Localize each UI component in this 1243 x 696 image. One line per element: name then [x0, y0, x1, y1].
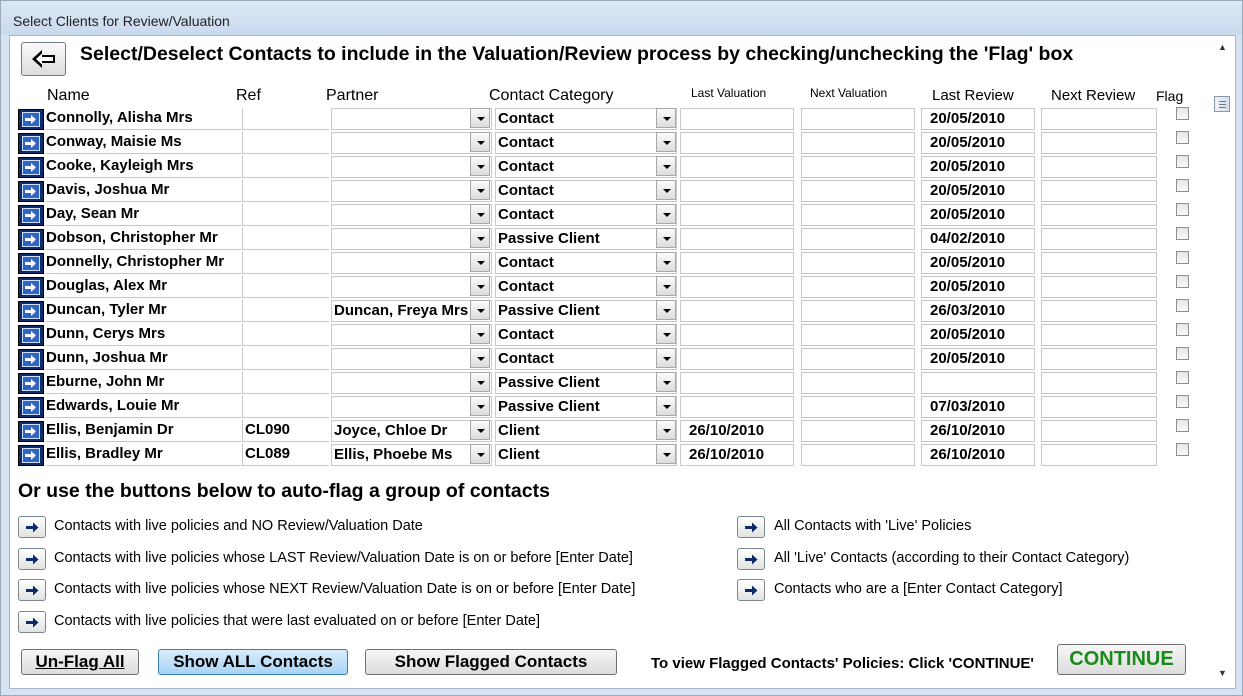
scroll-thumb[interactable]: [1214, 96, 1230, 112]
flag-checkbox[interactable]: [1176, 227, 1189, 240]
cell-next-review[interactable]: [1041, 132, 1157, 154]
cell-partner[interactable]: [331, 156, 492, 178]
cell-name: Douglas, Alex Mr: [46, 276, 241, 298]
cell-partner[interactable]: [331, 276, 492, 298]
auto-flag-label: Contacts who are a [Enter Contact Category]: [774, 581, 1063, 597]
cell-category[interactable]: Contact: [495, 348, 677, 370]
category-dropdown-icon[interactable]: [656, 444, 676, 464]
cell-next-review[interactable]: [1041, 108, 1157, 130]
table-row: [18, 443, 1198, 467]
partner-dropdown-icon[interactable]: [470, 372, 490, 392]
table-row: [18, 251, 1198, 275]
category-dropdown-icon[interactable]: [656, 252, 676, 272]
cell-partner[interactable]: [331, 372, 492, 394]
scroll-up-icon[interactable]: ▲: [1218, 42, 1227, 52]
cell-last-valuation[interactable]: [680, 132, 794, 154]
cell-partner[interactable]: [331, 204, 492, 226]
cell-last-valuation[interactable]: [680, 204, 794, 226]
cell-last-review[interactable]: 20/05/2010: [921, 324, 1035, 346]
cell-next-valuation[interactable]: [801, 444, 915, 466]
open-contact-button[interactable]: [18, 325, 44, 346]
cell-ref[interactable]: CL089: [242, 444, 329, 466]
cell-name: Dobson, Christopher Mr: [46, 228, 241, 250]
cell-category[interactable]: Contact: [495, 108, 677, 130]
partner-dropdown-icon[interactable]: [470, 300, 490, 320]
partner-dropdown-icon[interactable]: [470, 252, 490, 272]
partner-dropdown-icon[interactable]: [470, 396, 490, 416]
auto-flag-button[interactable]: [18, 516, 46, 538]
partner-dropdown-icon[interactable]: [470, 348, 490, 368]
table-row: [18, 419, 1198, 443]
cell-name: Day, Sean Mr: [46, 204, 241, 226]
cell-last-valuation[interactable]: [680, 396, 794, 418]
flag-checkbox[interactable]: [1176, 203, 1189, 216]
partner-dropdown-icon[interactable]: [470, 420, 490, 440]
cell-next-review[interactable]: [1041, 204, 1157, 226]
flag-checkbox[interactable]: [1176, 419, 1189, 432]
flag-checkbox[interactable]: [1176, 251, 1189, 264]
cell-next-review[interactable]: [1041, 228, 1157, 250]
cell-name: Dunn, Joshua Mr: [46, 348, 241, 370]
partner-dropdown-icon[interactable]: [470, 156, 490, 176]
open-contact-button[interactable]: [18, 349, 44, 370]
cell-last-review[interactable]: 26/10/2010: [921, 444, 1035, 466]
column-header-last-valuation: Last Valuation: [691, 86, 767, 100]
table-row: [18, 347, 1198, 371]
cell-last-valuation[interactable]: [680, 276, 794, 298]
open-contact-button[interactable]: [18, 181, 44, 202]
cell-category[interactable]: Contact: [495, 156, 677, 178]
partner-dropdown-icon[interactable]: [470, 108, 490, 128]
flag-checkbox[interactable]: [1176, 275, 1189, 288]
column-header-next-valuation: Next Valuation: [810, 86, 888, 100]
partner-dropdown-icon[interactable]: [470, 204, 490, 224]
partner-dropdown-icon[interactable]: [470, 180, 490, 200]
category-dropdown-icon[interactable]: [656, 396, 676, 416]
cell-last-valuation[interactable]: 26/10/2010: [680, 444, 794, 466]
cell-name: Eburne, John Mr: [46, 372, 241, 394]
flag-checkbox[interactable]: [1176, 155, 1189, 168]
cell-name: Duncan, Tyler Mr: [46, 300, 241, 322]
category-dropdown-icon[interactable]: [656, 156, 676, 176]
cell-name: Dunn, Cerys Mrs: [46, 324, 241, 346]
cell-next-review[interactable]: [1041, 156, 1157, 178]
cell-next-valuation[interactable]: [801, 252, 915, 274]
cell-category[interactable]: Client: [495, 420, 677, 442]
category-dropdown-icon[interactable]: [656, 108, 676, 128]
cell-last-review[interactable]: 20/05/2010: [921, 276, 1035, 298]
category-dropdown-icon[interactable]: [656, 132, 676, 152]
back-arrow-icon: [30, 48, 58, 70]
unflag-all-button[interactable]: [21, 649, 139, 675]
cell-last-review[interactable]: 20/05/2010: [921, 132, 1035, 154]
cell-next-valuation[interactable]: [801, 156, 915, 178]
auto-flag-button[interactable]: [18, 579, 46, 601]
open-contact-button[interactable]: [18, 301, 44, 322]
continue-button[interactable]: [1057, 644, 1186, 675]
category-dropdown-icon[interactable]: [656, 204, 676, 224]
open-contact-button[interactable]: [18, 229, 44, 250]
table-row: [18, 395, 1198, 419]
cell-ref[interactable]: [242, 324, 329, 346]
column-header-next-review: Next Review: [1051, 87, 1136, 104]
show-all-label: Show ALL Contacts: [173, 652, 333, 671]
auto-flag-label: Contacts with live policies whose LAST Review/Valuation Date is on or before [Enter Date]: [54, 549, 633, 566]
back-button[interactable]: [21, 42, 66, 76]
cell-name: Ellis, Bradley Mr: [46, 444, 241, 466]
cell-last-valuation[interactable]: [680, 156, 794, 178]
cell-last-review[interactable]: 07/03/2010: [921, 396, 1035, 418]
cell-next-valuation[interactable]: [801, 132, 915, 154]
category-dropdown-icon[interactable]: [656, 228, 676, 248]
cell-partner[interactable]: [331, 252, 492, 274]
category-dropdown-icon[interactable]: [656, 300, 676, 320]
table-row: [18, 371, 1198, 395]
cell-next-valuation[interactable]: [801, 276, 915, 298]
cell-name: Cooke, Kayleigh Mrs: [46, 156, 241, 178]
window-title: Select Clients for Review/Valuation: [13, 13, 230, 29]
cell-last-review[interactable]: 26/03/2010: [921, 300, 1035, 322]
open-contact-button[interactable]: [18, 253, 44, 274]
partner-dropdown-icon[interactable]: [470, 444, 490, 464]
flag-checkbox[interactable]: [1176, 347, 1189, 360]
cell-category[interactable]: Contact: [495, 204, 677, 226]
cell-last-valuation[interactable]: [680, 252, 794, 274]
table-row: [18, 131, 1198, 155]
cell-partner[interactable]: Duncan, Freya Mrs: [331, 300, 492, 322]
flag-checkbox[interactable]: [1176, 299, 1189, 312]
open-contact-button[interactable]: [18, 157, 44, 178]
auto-flag-button[interactable]: [18, 548, 46, 570]
auto-flag-button[interactable]: [737, 548, 765, 570]
table-row: [18, 299, 1198, 323]
open-contact-button[interactable]: [18, 109, 44, 130]
cell-next-review[interactable]: [1041, 396, 1157, 418]
cell-next-review[interactable]: [1041, 444, 1157, 466]
flag-checkbox[interactable]: [1176, 395, 1189, 408]
cell-ref[interactable]: [242, 348, 329, 370]
cell-last-valuation[interactable]: [680, 348, 794, 370]
auto-flag-heading: Or use the buttons below to auto-flag a group of contacts: [18, 480, 550, 502]
cell-ref[interactable]: [242, 156, 329, 178]
cell-partner[interactable]: [331, 348, 492, 370]
cell-next-review[interactable]: [1041, 324, 1157, 346]
flag-checkbox[interactable]: [1176, 131, 1189, 144]
cell-ref[interactable]: [242, 300, 329, 322]
cell-partner[interactable]: [331, 108, 492, 130]
cell-ref[interactable]: [242, 180, 329, 202]
show-flagged-contacts-button[interactable]: [365, 649, 617, 675]
cell-category[interactable]: Contact: [495, 252, 677, 274]
cell-last-valuation[interactable]: [680, 108, 794, 130]
cell-next-valuation[interactable]: [801, 372, 915, 394]
cell-next-review[interactable]: [1041, 180, 1157, 202]
cell-partner[interactable]: [331, 324, 492, 346]
title-bar: [1, 1, 1242, 35]
cell-last-valuation[interactable]: [680, 324, 794, 346]
cell-last-review[interactable]: 20/05/2010: [921, 108, 1035, 130]
cell-last-valuation[interactable]: [680, 180, 794, 202]
table-row: [18, 179, 1198, 203]
cell-name: Connolly, Alisha Mrs: [46, 108, 241, 130]
cell-last-review[interactable]: 20/05/2010: [921, 252, 1035, 274]
column-header-ref: Ref: [236, 87, 261, 104]
cell-last-valuation[interactable]: 26/10/2010: [680, 420, 794, 442]
auto-flag-label: All 'Live' Contacts (according to their Contact Category): [774, 549, 1130, 566]
cell-next-review[interactable]: [1041, 300, 1157, 322]
cell-next-review[interactable]: [1041, 372, 1157, 394]
category-dropdown-icon[interactable]: [656, 180, 676, 200]
cell-last-valuation[interactable]: [680, 372, 794, 394]
cell-category[interactable]: Contact: [495, 324, 677, 346]
cell-partner[interactable]: Ellis, Phoebe Ms: [331, 444, 492, 466]
column-header-partner: Partner: [326, 87, 379, 104]
column-header-category: Contact Category: [489, 87, 614, 104]
category-dropdown-icon[interactable]: [656, 420, 676, 440]
cell-last-review[interactable]: 20/05/2010: [921, 180, 1035, 202]
auto-flag-label: Contacts with live policies and NO Review/Valuation Date: [54, 518, 423, 534]
cell-partner[interactable]: [331, 396, 492, 418]
vertical-scrollbar[interactable]: [1212, 36, 1234, 687]
cell-ref[interactable]: [242, 276, 329, 298]
open-contact-button[interactable]: [18, 205, 44, 226]
cell-category[interactable]: Contact: [495, 276, 677, 298]
auto-flag-label: Contacts with live policies whose NEXT Review/Valuation Date is on or before [Enter Date]: [54, 581, 636, 597]
cell-partner[interactable]: [331, 228, 492, 250]
flag-checkbox[interactable]: [1176, 443, 1189, 456]
cell-last-review[interactable]: 04/02/2010: [921, 228, 1035, 250]
cell-ref[interactable]: [242, 204, 329, 226]
cell-name: Ellis, Benjamin Dr: [46, 420, 241, 442]
cell-category[interactable]: Contact: [495, 132, 677, 154]
category-dropdown-icon[interactable]: [656, 348, 676, 368]
cell-last-review[interactable]: 20/05/2010: [921, 348, 1035, 370]
continue-label: CONTINUE: [1069, 648, 1174, 670]
flag-checkbox[interactable]: [1176, 107, 1189, 120]
cell-next-valuation[interactable]: [801, 204, 915, 226]
cell-partner[interactable]: Joyce, Chloe Dr: [331, 420, 492, 442]
auto-flag-button[interactable]: [18, 611, 46, 633]
flag-checkbox[interactable]: [1176, 323, 1189, 336]
auto-flag-button[interactable]: [737, 579, 765, 601]
partner-dropdown-icon[interactable]: [470, 228, 490, 248]
cell-next-valuation[interactable]: [801, 420, 915, 442]
cell-category[interactable]: Passive Client: [495, 372, 677, 394]
category-dropdown-icon[interactable]: [656, 276, 676, 296]
cell-next-valuation[interactable]: [801, 108, 915, 130]
cell-last-valuation[interactable]: [680, 228, 794, 250]
column-header-last-review: Last Review: [932, 87, 1014, 104]
show-flagged-label: Show Flagged Contacts: [394, 652, 588, 671]
continue-hint: To view Flagged Contacts' Policies: Click 'CONTINUE': [651, 655, 1034, 672]
open-contact-button[interactable]: [18, 445, 44, 466]
form-body: [9, 35, 1236, 689]
cell-ref[interactable]: [242, 252, 329, 274]
cell-last-review[interactable]: 20/05/2010: [921, 204, 1035, 226]
flag-checkbox[interactable]: [1176, 371, 1189, 384]
cell-next-valuation[interactable]: [801, 180, 915, 202]
cell-category[interactable]: Passive Client: [495, 228, 677, 250]
open-contact-button[interactable]: [18, 373, 44, 394]
open-contact-button[interactable]: [18, 421, 44, 442]
cell-next-valuation[interactable]: [801, 228, 915, 250]
cell-ref[interactable]: [242, 108, 329, 130]
cell-next-valuation[interactable]: [801, 348, 915, 370]
table-row: [18, 203, 1198, 227]
partner-dropdown-icon[interactable]: [470, 132, 490, 152]
cell-last-valuation[interactable]: [680, 300, 794, 322]
table-row: [18, 227, 1198, 251]
partner-dropdown-icon[interactable]: [470, 276, 490, 296]
cell-category[interactable]: Passive Client: [495, 396, 677, 418]
auto-flag-button[interactable]: [737, 516, 765, 538]
auto-flag-label: All Contacts with 'Live' Policies: [774, 518, 972, 534]
table-row: [18, 275, 1198, 299]
cell-ref[interactable]: [242, 228, 329, 250]
partner-dropdown-icon[interactable]: [470, 324, 490, 344]
cell-next-review[interactable]: [1041, 276, 1157, 298]
cell-name: Edwards, Louie Mr: [46, 396, 241, 418]
auto-flag-label: Contacts with live policies that were last evaluated on or before [Enter Date]: [54, 612, 541, 629]
cell-name: Davis, Joshua Mr: [46, 180, 241, 202]
cell-partner[interactable]: [331, 132, 492, 154]
cell-next-review[interactable]: [1041, 252, 1157, 274]
open-contact-button[interactable]: [18, 397, 44, 418]
open-contact-button[interactable]: [18, 133, 44, 154]
page-title: Select/Deselect Contacts to include in the Valuation/Review process by checking/unchecking the 'Flag' box: [80, 43, 1074, 65]
cell-name: Donnelly, Christopher Mr: [46, 252, 241, 274]
scroll-down-icon[interactable]: ▼: [1218, 668, 1227, 678]
cell-name: Conway, Maisie Ms: [46, 132, 241, 154]
table-row: [18, 155, 1198, 179]
cell-category[interactable]: Contact: [495, 180, 677, 202]
cell-last-review[interactable]: [921, 372, 1035, 394]
cell-category[interactable]: Client: [495, 444, 677, 466]
open-contact-button[interactable]: [18, 277, 44, 298]
show-all-contacts-button[interactable]: [158, 649, 348, 675]
cell-next-review[interactable]: [1041, 420, 1157, 442]
cell-last-review[interactable]: 20/05/2010: [921, 156, 1035, 178]
cell-ref[interactable]: [242, 396, 329, 418]
cell-ref[interactable]: CL090: [242, 420, 329, 442]
table-row: [18, 323, 1198, 347]
cell-next-review[interactable]: [1041, 348, 1157, 370]
cell-ref[interactable]: [242, 132, 329, 154]
flag-checkbox[interactable]: [1176, 179, 1189, 192]
cell-next-valuation[interactable]: [801, 300, 915, 322]
table-row: [18, 107, 1198, 131]
cell-next-valuation[interactable]: [801, 324, 915, 346]
column-header-flag: Flag: [1156, 88, 1184, 104]
unflag-all-label: Un-Flag All: [35, 652, 125, 671]
cell-last-review[interactable]: 26/10/2010: [921, 420, 1035, 442]
cell-category[interactable]: Passive Client: [495, 300, 677, 322]
cell-next-valuation[interactable]: [801, 396, 915, 418]
category-dropdown-icon[interactable]: [656, 372, 676, 392]
cell-ref[interactable]: [242, 372, 329, 394]
cell-partner[interactable]: [331, 180, 492, 202]
column-header-name: Name: [47, 87, 90, 104]
category-dropdown-icon[interactable]: [656, 324, 676, 344]
